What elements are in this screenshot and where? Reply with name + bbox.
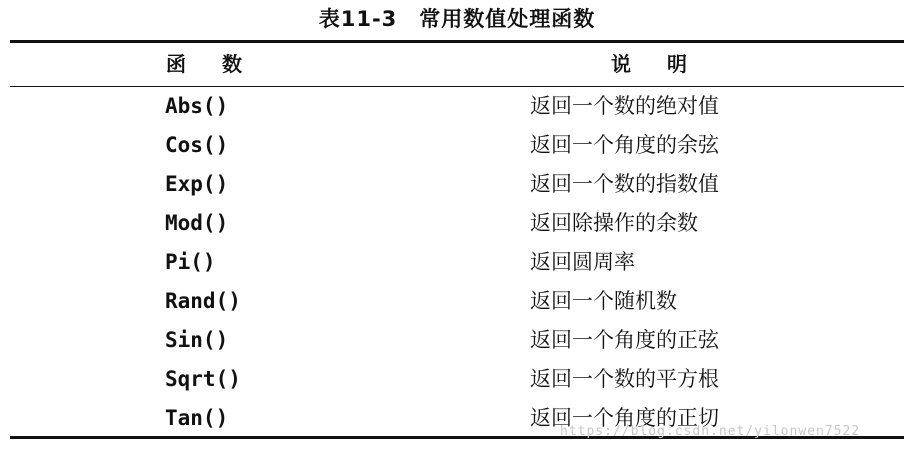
function-name: Mod() [165, 211, 229, 235]
function-name: Sin() [165, 328, 229, 352]
function-name: Pi() [165, 250, 216, 274]
header-function: 函数 [166, 52, 278, 76]
function-description: 返回除操作的余数 [530, 211, 698, 235]
table-caption [0, 4, 914, 34]
watermark: https://blog.csdn.net/yilonwen7522 [560, 424, 861, 439]
header-description: 说明 [611, 52, 723, 76]
table-row [0, 282, 914, 321]
function-name: Exp() [165, 172, 229, 196]
function-description: 返回一个角度的正弦 [530, 328, 719, 352]
function-name: Sqrt() [165, 367, 241, 391]
function-description: 返回一个数的指数值 [530, 172, 719, 196]
table-row [0, 321, 914, 360]
function-name: Cos() [165, 133, 229, 157]
function-description: 返回一个角度的余弦 [530, 133, 719, 157]
table-row [0, 243, 914, 282]
table-row [0, 360, 914, 399]
table-number: 表11-3 [318, 7, 398, 31]
table-row [0, 204, 914, 243]
function-name: Tan() [165, 406, 229, 430]
function-description: 返回一个角度的正切 [530, 406, 719, 430]
table-row [0, 87, 914, 126]
function-description: 返回圆周率 [530, 250, 635, 274]
table-row [0, 126, 914, 165]
function-description: 返回一个随机数 [530, 289, 677, 313]
table-row [0, 165, 914, 204]
function-name: Abs() [165, 94, 229, 118]
function-description: 返回一个数的平方根 [530, 367, 719, 391]
table-body [0, 87, 914, 438]
table-title: 常用数值处理函数 [419, 7, 596, 31]
function-name: Rand() [165, 289, 241, 313]
table-top-rule [10, 40, 904, 43]
function-description: 返回一个数的绝对值 [530, 94, 719, 118]
